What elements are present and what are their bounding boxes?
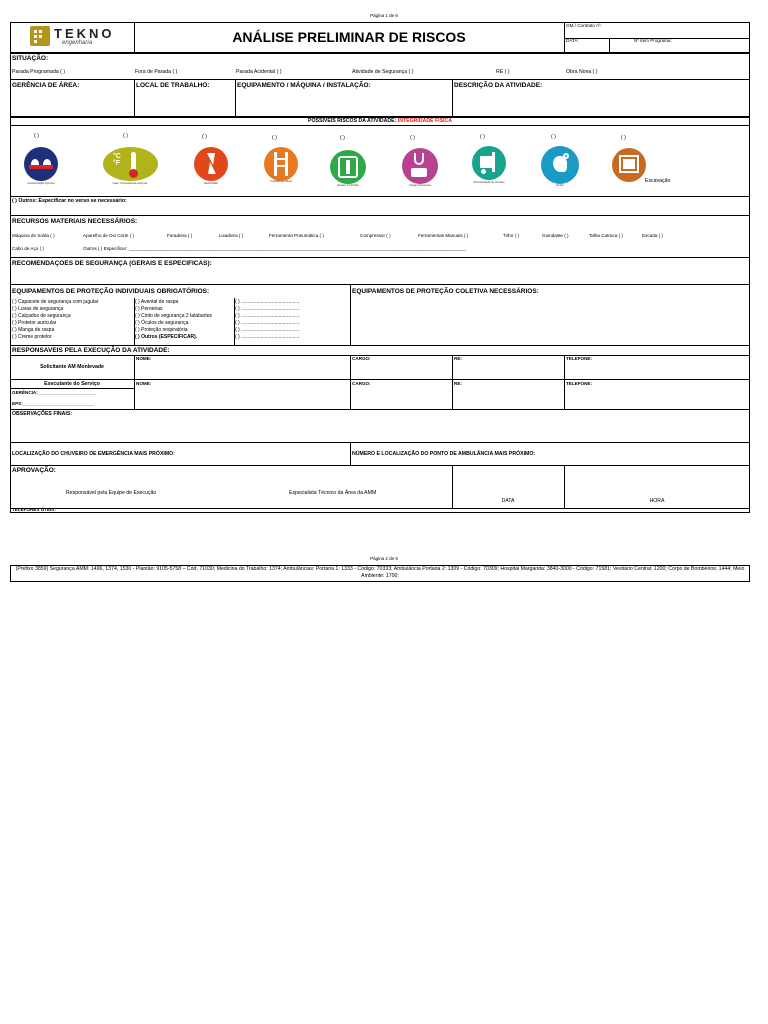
epi-manga-raspa[interactable]: ( ) Manga de raspa bbox=[12, 327, 55, 333]
escavacao-label: Escavação bbox=[645, 178, 671, 184]
hora-label: HORA bbox=[649, 498, 665, 504]
hazard-caption-3: Eletricidade bbox=[204, 182, 218, 185]
hazard-caption-8: Ruído bbox=[556, 184, 564, 187]
aprovacao-label: APROVAÇÃO: bbox=[12, 467, 56, 474]
nome-field-1[interactable]: NOME: bbox=[136, 356, 152, 361]
outros-riscos-field[interactable]: ( ) Outros: Especificar no verso se necessário: bbox=[12, 198, 127, 204]
chuveiro-label: LOCALIZAÇÃO DO CHUVEIRO DE EMERGÊNCIA MAIS PRÓXIMO: bbox=[12, 451, 175, 457]
recurso-ferramentas-manuais[interactable]: Ferramentas Manuais ( ) bbox=[418, 233, 469, 238]
page-number-2: Página 2 de 6 bbox=[370, 556, 398, 561]
re-field-1[interactable]: RE: bbox=[454, 356, 462, 361]
executante-label: Executante do Serviço bbox=[44, 381, 100, 387]
ambulancia-label: NÚMERO E LOCALIZAÇÃO DO PONTO DE AMBULÂNCIA MAIS PRÓXIMO: bbox=[352, 451, 536, 457]
data-label: DATA bbox=[501, 498, 515, 504]
re-field-2[interactable]: RE: bbox=[454, 381, 462, 386]
riscos-header: POSSÍVEIS RISCOS DA ATIVIDADE: INTEGRIDADE FÍSICA bbox=[308, 118, 452, 124]
risk-checkbox-7[interactable]: ( ) bbox=[480, 134, 485, 140]
recurso-escada[interactable]: Escada ( ) bbox=[642, 233, 663, 238]
epi-extra-1[interactable]: ( ) .......................................... bbox=[235, 299, 300, 305]
vehicle-movement-icon bbox=[472, 146, 506, 180]
epi-protecao-respiratoria[interactable]: ( ) Proteção respiratória bbox=[135, 327, 188, 333]
option-fora-parada[interactable]: Fora de Parada ( ) bbox=[135, 69, 178, 75]
hazard-caption-2: Calor, Temperaturas extremas bbox=[112, 182, 148, 185]
telefone-field-1[interactable]: TELEFONE: bbox=[566, 356, 593, 361]
risk-checkbox-4[interactable]: ( ) bbox=[272, 135, 277, 141]
epc-label: EQUIPAMENTOS DE PROTEÇÃO COLETIVA NECESSÁRIOS: bbox=[352, 288, 539, 295]
risk-checkbox-6[interactable]: ( ) bbox=[410, 135, 415, 141]
option-re[interactable]: RE ( ) bbox=[496, 69, 510, 75]
telefones-uteis-label: TELEFONES ÚTEIS: bbox=[12, 507, 56, 512]
recursos-label: RECURSOS MATERIAIS NECESSÁRIOS: bbox=[12, 218, 138, 225]
suspended-load-icon bbox=[402, 148, 438, 184]
local-trabalho-label: LOCAL DE TRABALHO: bbox=[136, 82, 210, 89]
risk-checkbox-5[interactable]: ( ) bbox=[340, 135, 345, 141]
situacao-label: SITUAÇÃO: bbox=[12, 55, 49, 62]
hazard-caption-5: Espaço Confinado bbox=[337, 184, 359, 187]
especialista-label: Especialista Técnico da Área da AMM bbox=[289, 490, 377, 496]
cargo-field-2[interactable]: CARGO: bbox=[352, 381, 371, 386]
option-parada-programada[interactable]: Parada Programada ( ) bbox=[12, 69, 66, 75]
epi-avental-raspa[interactable]: ( ) Avental de raspa bbox=[135, 299, 179, 305]
recurso-lixadeira[interactable]: Lixadeira ( ) bbox=[219, 233, 244, 238]
descricao-atividade-label: DESCRIÇÃO DA ATIVIDADE: bbox=[454, 82, 543, 89]
epi-protetor-auricular[interactable]: ( ) Protetor auricular bbox=[12, 320, 57, 326]
phone-footer-text: (Prefixo 3859) Segurança AMM: 1496, 1374, 1530 - Plantão: 9105-5758 – Cód. 71030; Medicina do Trabalho: 1374; Ambulâncias: Portaria 1: 1333 - Código: 70333; Ambulância Portaria 2: 1309 - Código: 70309; Hospital Margarida: 3840-3000 - Código: 71581; Vestiário Central: 1200; Corpo de Bombeiros: 1444; Meio Ambiente: 1700; bbox=[15, 566, 745, 579]
option-parada-acidental[interactable]: Parada Acidental ( ) bbox=[236, 69, 282, 75]
recurso-outros[interactable]: Outros ( ) Especificar: ____________________________________________________________________________________________________________________________________ bbox=[83, 246, 466, 251]
telefone-field-2[interactable]: TELEFONE: bbox=[566, 381, 593, 386]
gerencia-field[interactable]: GERÊNCIA:_______________________ bbox=[12, 390, 97, 395]
epi-perneiras[interactable]: ( ) Perneiras bbox=[135, 306, 163, 312]
eps-field[interactable]: EPS:____________________________ bbox=[12, 401, 95, 406]
logo-brand: TEKNO bbox=[54, 26, 115, 41]
epi-extra-3[interactable]: ( ) .......................................... bbox=[235, 313, 300, 319]
temperature-hazard-icon: °C °F bbox=[103, 147, 158, 181]
recomendacoes-label: RECOMENDAÇOES DE SEGURANÇA (GERAIS E ESPECIFICAS): bbox=[12, 260, 212, 267]
equipamento-label: EQUIPAMENTO / MÁQUINA / INSTALAÇÃO: bbox=[237, 82, 371, 89]
risk-checkbox-8[interactable]: ( ) bbox=[551, 134, 556, 140]
epi-calcados[interactable]: ( ) Calçados de segurança bbox=[12, 313, 71, 319]
epi-extra-6[interactable]: ( ) .......................................... bbox=[235, 334, 300, 340]
epi-extra-4[interactable]: ( ) .......................................... bbox=[235, 320, 300, 326]
nome-field-2[interactable]: NOME: bbox=[136, 381, 152, 386]
recurso-talha-catraca[interactable]: Talha Catraca ( ) bbox=[589, 233, 623, 238]
hazard-caption-1: Contaminação Química bbox=[27, 182, 55, 185]
recurso-cabo-aco[interactable]: Cabo de Aço ( ) bbox=[12, 246, 44, 251]
om-field: OM / Contrato nº: bbox=[566, 23, 602, 28]
excavation-hazard-icon bbox=[612, 148, 646, 182]
noise-hazard-icon bbox=[541, 146, 579, 184]
risk-checkbox-9[interactable]: ( ) bbox=[621, 135, 626, 141]
height-work-icon bbox=[264, 147, 298, 181]
observacoes-label: OBSERVAÇÕES FINAIS: bbox=[12, 411, 73, 417]
solicitante-label: Solicitante AM Monlevade bbox=[40, 364, 104, 370]
gerencia-area-label: GERÊNCIA DE ÁREA: bbox=[12, 82, 80, 89]
recurso-oxi-corte[interactable]: Aparelho de Oxi Corte ( ) bbox=[83, 233, 135, 238]
responsavel-equipe-label: Responsável pela Equipe de Execução bbox=[66, 490, 157, 496]
hazard-caption-4: Trabalho em altura bbox=[270, 180, 292, 183]
epi-extra-5[interactable]: ( ) .......................................... bbox=[235, 327, 300, 333]
epi-cinto-seguranca[interactable]: ( ) Cinto de segurança 2 talabartes bbox=[135, 313, 212, 319]
option-obra-nova[interactable]: Obra Nova ( ) bbox=[566, 69, 598, 75]
epi-capacete[interactable]: ( ) Capacete de segurança com jugular bbox=[12, 299, 99, 305]
hazard-caption-6: Cargas Suspensas bbox=[409, 184, 431, 187]
option-atividade-seguranca[interactable]: Atividade de Segurança ( ) bbox=[352, 69, 414, 75]
page-number-1: Página 1 de 6 bbox=[370, 13, 398, 18]
risk-checkbox-2[interactable]: ( ) bbox=[123, 133, 128, 139]
page-title: ANÁLISE PRELIMINAR DE RISCOS bbox=[232, 29, 466, 45]
epi-outros[interactable]: ( ) Outros (ESPECIFICAR). bbox=[135, 334, 198, 340]
recurso-maquina-solda[interactable]: Máquina de Solda ( ) bbox=[12, 233, 55, 238]
responsaveis-label: RESPONSAVEIS PELA EXECUÇÃO DA ATIVIDADE: bbox=[12, 347, 170, 354]
date-field: DATA: bbox=[566, 38, 579, 43]
tekno-logo bbox=[30, 26, 125, 48]
recurso-tirfor[interactable]: Tirfor ( ) bbox=[503, 233, 520, 238]
electricity-hazard-icon bbox=[194, 147, 228, 181]
recurso-furadeira[interactable]: Furadeira ( ) bbox=[167, 233, 193, 238]
cargo-field-1[interactable]: CARGO: bbox=[352, 356, 371, 361]
epi-luvas[interactable]: ( ) Luvas de segurança bbox=[12, 306, 64, 312]
epi-label: EQUIPAMENTOS DE PROTEÇÃO INDIVIDUAIS OBRIGATÓRIOS: bbox=[12, 288, 210, 295]
item-field: Nº item Programa: bbox=[634, 38, 672, 43]
logo-sub: engenharia bbox=[62, 40, 93, 46]
chemical-hazard-icon bbox=[24, 147, 58, 181]
recurso-compressor[interactable]: Compressor ( ) bbox=[360, 233, 391, 238]
hazard-caption-7: Movimentação de Veículos bbox=[473, 181, 505, 184]
epi-oculos[interactable]: ( ) Óculos de segurança bbox=[135, 320, 189, 326]
epi-creme-protetor[interactable]: ( ) Creme protetor bbox=[12, 334, 52, 340]
risk-checkbox-1[interactable]: ( ) bbox=[34, 133, 39, 139]
recurso-ferramenta-pneumatica[interactable]: Ferramenta Pneumática ( ) bbox=[269, 233, 324, 238]
recurso-guindaste[interactable]: Guindaste ( ) bbox=[542, 233, 569, 238]
epi-extra-2[interactable]: ( ) .......................................... bbox=[235, 306, 300, 312]
risk-checkbox-3[interactable]: ( ) bbox=[202, 134, 207, 140]
confined-space-icon bbox=[330, 150, 366, 184]
